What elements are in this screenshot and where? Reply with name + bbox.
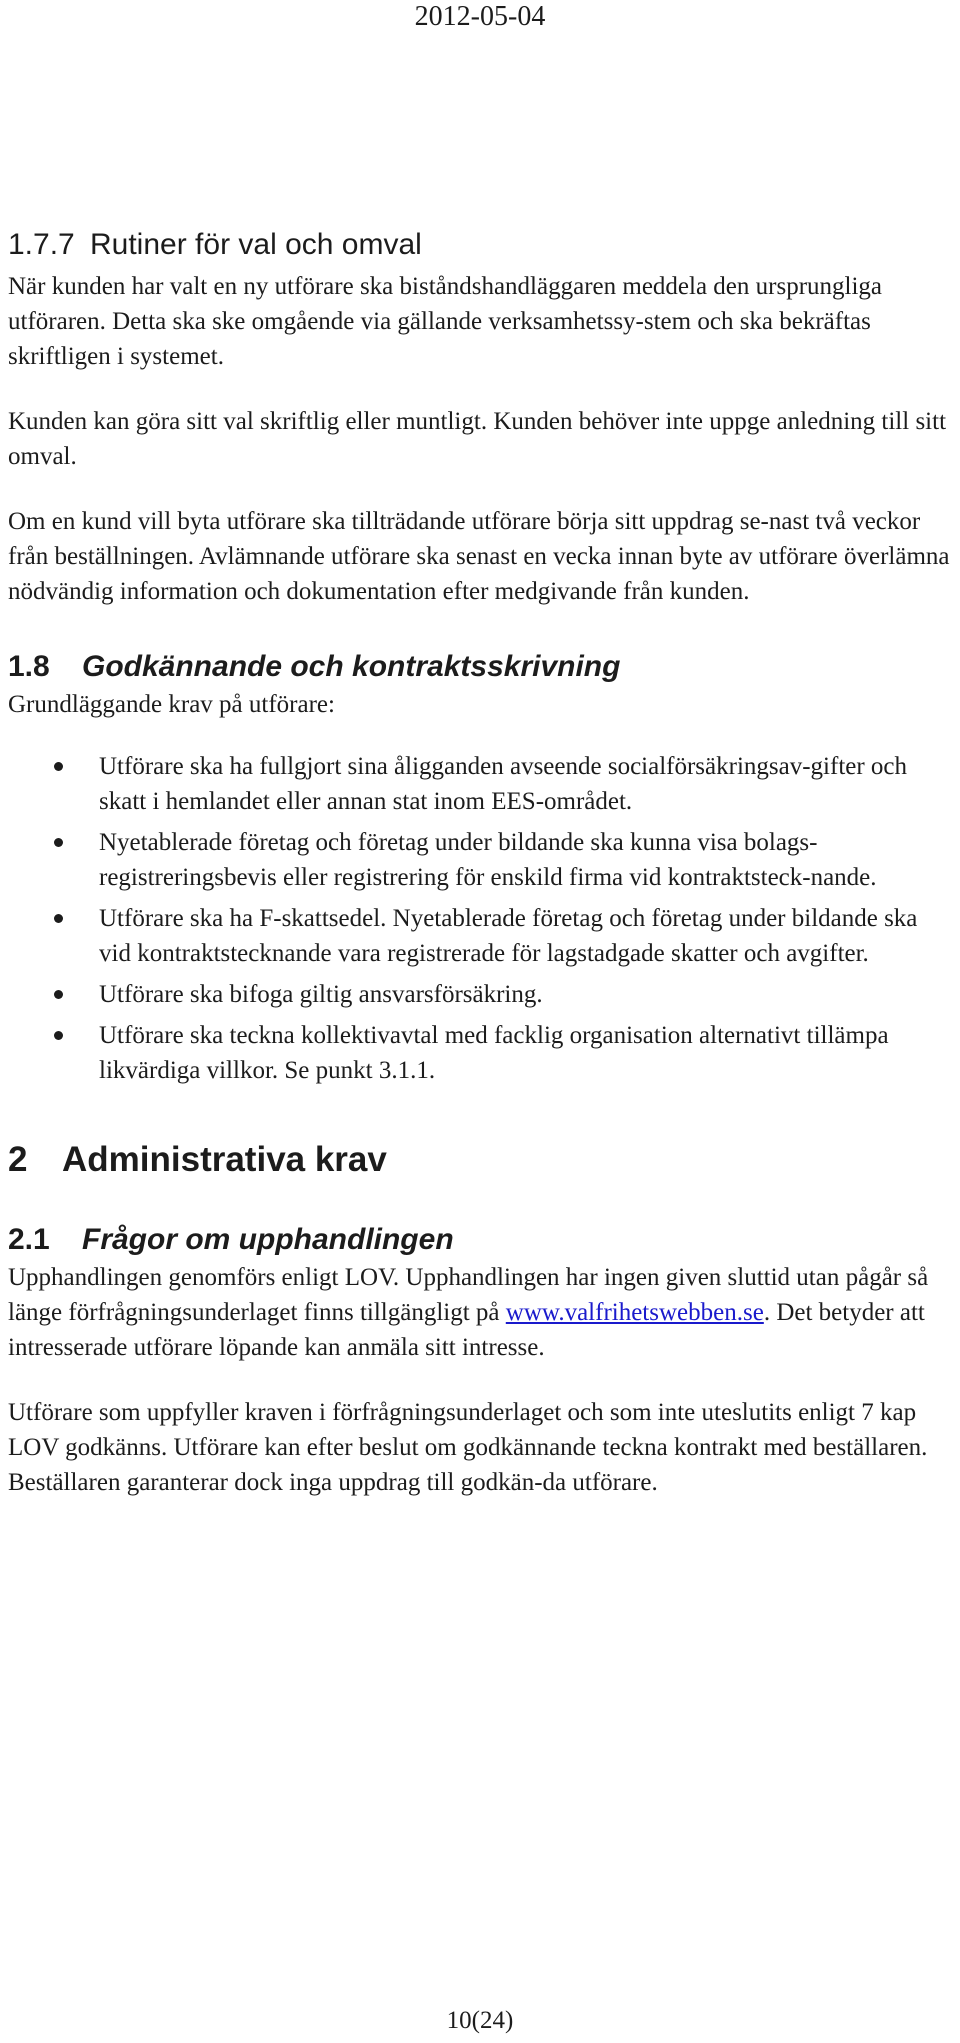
section-number: 1.7.7 [8, 228, 75, 261]
requirements-list [8, 749, 952, 1088]
intro-text: Grundläggande krav på utförare: [8, 691, 335, 718]
paragraph: Upphandlingen genomförs enligt LOV. Upphandlingen har ingen given sluttid utan pågår så länge förfrågningsunderlaget finns tillgängligt på www.valfrihetswebben.se. Det betyder att intresserade utförare löpande kan anmäla sitt intresse. [8, 1264, 929, 1361]
paragraph: Om en kund vill byta utförare ska tillträdande utförare börja sitt uppdrag se-nast två veckor från beställningen. Avlämnande utförare ska senast en vecka innan byte av utförare överlämna nödvändig information och dokumentation efter medgivande från kunden. [8, 508, 950, 605]
section-2-1-heading [8, 1220, 952, 1260]
list-item: Utförare ska teckna kollektivavtal med facklig organisation alternativt tillämpa likvärdiga villkor. Se punkt 3.1.1. [8, 1018, 952, 1088]
bullet-icon [54, 914, 63, 923]
bullet-icon [54, 990, 63, 999]
section-title: Frågor om upphandlingen [82, 1223, 454, 1256]
chapter-title: Administrativa krav [62, 1140, 387, 1179]
website-link[interactable]: www.valfrihetswebben.se [505, 1299, 764, 1326]
bullet-icon [54, 838, 63, 847]
section-title: Rutiner för val och omval [90, 228, 422, 261]
page-content [8, 225, 952, 1500]
paragraph: Kunden kan göra sitt val skriftlig eller muntligt. Kunden behöver inte uppge anledning till sitt omval. [8, 408, 947, 470]
section-1-7-7-heading [8, 225, 952, 265]
list-item: Utförare ska ha fullgjort sina åligganden avseende socialförsäkringsav-gifter och skatt i hemlandet eller annan stat inom EES-området. [8, 749, 952, 819]
section-number: 2.1 [8, 1223, 50, 1256]
list-item: Nyetablerade företag och företag under bildande ska kunna visa bolags-registreringsbevis eller registrering för enskild firma vid kontraktsteck-nande. [8, 825, 952, 895]
bullet-icon [54, 762, 63, 771]
list-item: Utförare ska bifoga giltig ansvarsförsäkring. [8, 977, 952, 1012]
section-1-8-heading [8, 647, 952, 687]
page-number: 10(24) [446, 2007, 514, 2034]
list-item: Utförare ska ha F-skattsedel. Nyetablerade företag och företag under bildande ska vid kontraktstecknande vara registrerade för lagstadgade skatter och avgifter. [8, 901, 952, 971]
paragraph: När kunden har valt en ny utförare ska biståndshandläggaren meddela den ursprungliga utföraren. Detta ska ske omgående via gällande verksamhetssy-stem och ska bekräftas skriftligen i systemet. [8, 273, 883, 370]
header-date: 2012-05-04 [414, 1, 546, 32]
section-number: 1.8 [8, 650, 50, 683]
section-title: Godkännande och kontraktsskrivning [82, 650, 621, 683]
paragraph: Utförare som uppfyller kraven i förfrågningsunderlaget och som inte uteslutits enligt 7 kap LOV godkänns. Utförare kan efter beslut om godkännande teckna kontrakt med beställaren. Beställaren garanterar dock inga uppdrag till godkän-da utförare. [8, 1399, 928, 1496]
chapter-2-heading [8, 1138, 952, 1182]
bullet-icon [54, 1031, 63, 1040]
chapter-number: 2 [8, 1140, 28, 1179]
